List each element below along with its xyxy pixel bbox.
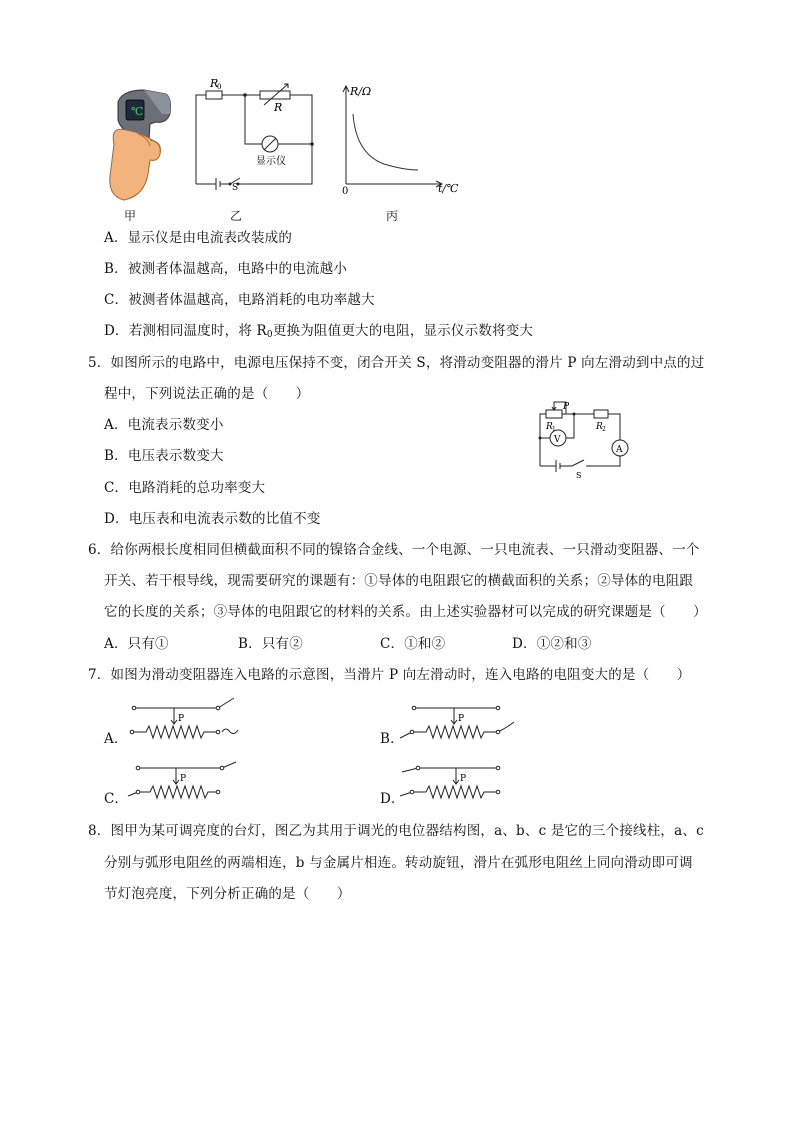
- q7-stem: 7．如图为滑动变阻器连入电路的示意图，当滑片 P 向左滑动时，连入电路的电阻变大的是（ ）: [88, 667, 691, 683]
- figure-label-yi: 乙: [230, 209, 243, 223]
- q7-option-d-label: D．: [380, 791, 405, 807]
- thermometer-gun-figure: [104, 84, 174, 204]
- r-label: R: [274, 101, 283, 114]
- q8-stem-line2: 分别与弧形电阻丝的两端相连，b 与金属片相连。转动旋钮，滑片在弧形电阻丝上同向滑动即可调: [104, 855, 693, 871]
- q5-ammeter-label: A: [616, 445, 623, 455]
- svg-text:℃: ℃: [131, 105, 144, 118]
- q5-circuit-figure: [536, 398, 636, 482]
- q6-stem-line1: 6．给你两根长度相同但横截面积不同的镍铬合金线、一个电源、一只电流表、一只滑动变阻器、一个: [88, 542, 700, 558]
- q6-option-b: B．只有②: [238, 636, 303, 652]
- q8-stem-line3: 节灯泡亮度，下列分析正确的是（ ）: [104, 886, 351, 902]
- q4-option-d: D．若测相同温度时，将 $R_0$更换为阻值更大的电阻，显示仪示数将变大: [104, 323, 534, 340]
- q7-option-d-rheostat: [398, 756, 522, 806]
- q6-stem-line2: 开关、若干根导线，现需要研究的课题有：①导体的电阻跟它的横截面积的关系；②导体的电阻跟: [104, 573, 694, 589]
- q7-d-p-label: P: [460, 774, 467, 784]
- q5-r2-label: R: [596, 422, 603, 432]
- q7-option-a-rheostat: [118, 696, 242, 746]
- figure-label-bing: 丙: [386, 209, 399, 223]
- q5-slider-p-label: P: [563, 402, 570, 412]
- q5-option-a: A．电流表示数变小: [104, 417, 224, 433]
- q6-option-a: A．只有①: [104, 636, 169, 652]
- circuit-figure-yi: [190, 77, 320, 193]
- q5-r1-label: R: [546, 422, 553, 432]
- resistance-curve: [353, 114, 418, 170]
- figure-label-jia: 甲: [124, 209, 137, 223]
- q4-option-c: C．被测者体温越高，电路消耗的电功率越大: [104, 292, 375, 308]
- display-label: 显示仪: [256, 156, 286, 167]
- q5-option-d: D．电压表和电流表示数的比值不变: [104, 511, 321, 527]
- q5-r1-subscript: 1: [552, 426, 556, 433]
- q7-option-c-label: C．: [104, 791, 129, 807]
- q5-switch-label: S: [576, 471, 582, 480]
- q7-option-b-label: B．: [380, 731, 404, 747]
- q7-b-p-label: P: [458, 714, 465, 724]
- r0-label: R: [210, 77, 219, 90]
- q6-option-d: D．①②和③: [512, 636, 592, 652]
- q4-option-b: B．被测者体温越高，电路中的电流越小: [104, 261, 348, 277]
- resistance-temperature-graph: [334, 80, 466, 198]
- q6-stem-line3: 它的长度的关系；③导体的电阻跟它的材料的关系。由上述实验器材可以完成的研究课题是（ ）: [104, 604, 707, 620]
- q7-option-a-label: A．: [104, 731, 128, 747]
- switch-label: S: [232, 183, 239, 193]
- q5-stem-line2: 程中，下列说法正确的是（ ）: [104, 386, 310, 402]
- q5-voltmeter-label: V: [554, 435, 561, 445]
- q6-option-c: C．①和②: [380, 636, 446, 652]
- x-axis-label: t/℃: [438, 182, 459, 195]
- q5-option-c: C．电路消耗的总功率变大: [104, 480, 266, 496]
- q4-option-a: A．显示仪是由电流表改装成的: [104, 230, 293, 246]
- y-axis-label: R/Ω: [350, 85, 372, 98]
- q5-option-b: B．电压表示数变大: [104, 448, 224, 464]
- q5-r2-subscript: 2: [602, 426, 606, 433]
- r0-subscript: 0: [217, 83, 222, 91]
- origin-label: 0: [342, 186, 349, 197]
- q7-option-c-rheostat: [118, 756, 242, 806]
- q7-c-p-label: P: [180, 774, 187, 784]
- q5-stem-line1: 5．如图所示的电路中，电源电压保持不变，闭合开关 S，将滑动变阻器的滑片 P 向左滑动到中点的过: [88, 355, 705, 371]
- q7-option-b-rheostat: [398, 696, 522, 746]
- q7-a-p-label: P: [178, 714, 185, 724]
- q8-stem-line1: 8．图甲为某可调亮度的台灯，图乙为其用于调光的电位器结构图，a、b、c 是它的三个接线柱，a、c: [88, 823, 704, 839]
